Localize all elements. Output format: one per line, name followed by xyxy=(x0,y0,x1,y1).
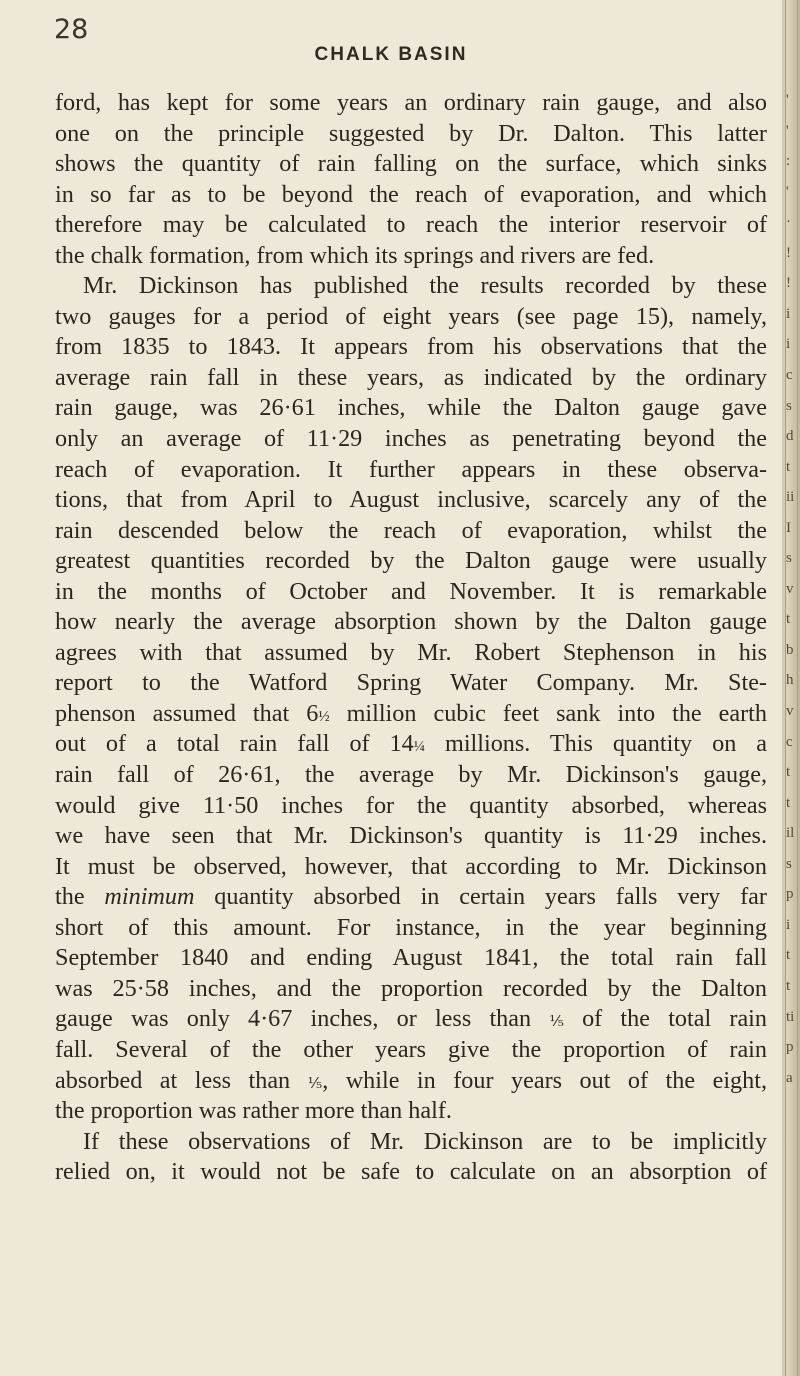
text-line: If these observations of Mr. Dickinson are to be implicitly xyxy=(83,1127,767,1155)
fraction: ¼ xyxy=(413,739,426,756)
facing-page-char: i xyxy=(786,336,791,353)
text-line: tions, that from April to August inclusive, scarcely any of the xyxy=(55,486,767,514)
text-line: Mr. Dickinson has published the results recorded by these xyxy=(83,272,767,300)
text-line: two gauges for a period of eight years (see page 15), namely, xyxy=(55,302,767,330)
facing-page-char: I xyxy=(786,519,791,536)
facing-page-char: t xyxy=(786,794,791,811)
facing-page-char: · xyxy=(786,214,791,231)
facing-page-char: ' xyxy=(786,183,789,200)
facing-page-char: v xyxy=(786,703,794,719)
text-line: September 1840 and ending August 1841, the total rain fall xyxy=(55,944,767,972)
facing-page-char: t xyxy=(786,611,791,628)
facing-page-char: ! xyxy=(786,244,791,261)
facing-page-char: b xyxy=(786,641,794,658)
facing-page-char: s xyxy=(786,855,792,872)
facing-page-char: s xyxy=(786,397,792,414)
facing-page-char: ! xyxy=(786,275,791,292)
facing-page-char: t xyxy=(786,977,791,994)
text-line: report to the Watford Spring Water Company. Mr. Ste- xyxy=(55,669,767,697)
text-line: relied on, it would not be safe to calculate on an absorption of xyxy=(55,1158,767,1186)
facing-page-edge xyxy=(782,0,800,1376)
page-number: 28 xyxy=(54,14,89,45)
text-line: fall. Several of the other years give the proportion of rain xyxy=(55,1035,767,1063)
facing-page-char: c xyxy=(786,366,793,383)
fraction: ⅕ xyxy=(549,1014,564,1031)
facing-page-char: h xyxy=(786,672,794,689)
text-line: was 25·58 inches, and the proportion recorded by the Dalton xyxy=(55,974,767,1002)
text-line: therefore may be calculated to reach the interior reservoir of xyxy=(55,211,767,239)
text-line: rain descended below the reach of evaporation, whilst the xyxy=(55,516,767,544)
facing-page-char: t xyxy=(786,947,791,964)
text-line: gauge was only 4·67 inches, or less than ⅕ of the total rain xyxy=(55,1005,767,1033)
facing-page-char: a xyxy=(786,1069,793,1086)
facing-page-char: ti xyxy=(786,1008,795,1025)
facing-page-char: v xyxy=(786,580,794,597)
facing-page-char: s xyxy=(786,550,792,567)
facing-page-char: t xyxy=(786,764,791,781)
text-line: out of a total rain fall of 14¼ millions. This quantity on a xyxy=(55,730,768,758)
text-line: absorbed at less than ⅕, while in four years out of the eight, xyxy=(55,1066,767,1094)
fraction: ½ xyxy=(318,708,330,725)
text-line: greatest quantities recorded by the Dalton gauge were usually xyxy=(55,547,767,575)
text-line: rain gauge, was 26·61 inches, while the Dalton gauge gave xyxy=(55,394,767,422)
text-line: the proportion was rather more than half. xyxy=(55,1097,452,1125)
italic-word: minimum xyxy=(104,883,195,911)
text-line: shows the quantity of rain falling on the surface, which sinks xyxy=(55,150,767,178)
facing-page-char: d xyxy=(786,428,794,445)
facing-page-char: i xyxy=(786,305,791,322)
text-line: ford, has kept for some years an ordinary rain gauge, and also xyxy=(55,89,767,116)
text-line: short of this amount. For instance, in the year beginning xyxy=(55,913,767,941)
facing-page-char: ii xyxy=(786,489,795,506)
facing-page-char: i xyxy=(786,916,791,933)
facing-page-char: c xyxy=(786,733,793,750)
text-line: one on the principle suggested by Dr. Dalton. This latter xyxy=(55,119,767,147)
text-line: phenson assumed that 6½ million cubic feet sank into the earth xyxy=(55,699,767,727)
text-line: rain fall of 26·61, the average by Mr. Dickinson's gauge, xyxy=(55,761,767,789)
facing-page-char: p xyxy=(786,1039,794,1056)
text-line: would give 11·50 inches for the quantity absorbed, whereas xyxy=(55,791,767,819)
text-line: agrees with that assumed by Mr. Robert Stephenson in his xyxy=(55,638,767,666)
facing-page-char: ' xyxy=(786,92,789,108)
text-line: only an average of 11·29 inches as penetrating beyond the xyxy=(55,425,767,453)
running-head: CHALK BASIN xyxy=(314,44,468,65)
facing-page-char: ' xyxy=(786,122,789,139)
text-line: in so far as to be beyond the reach of evaporation, and which xyxy=(55,180,767,208)
text-line: the chalk formation, from which its springs and rivers are fed. xyxy=(55,241,655,269)
text-line: the minimum quantity absorbed in certain years falls very far xyxy=(55,883,767,911)
facing-page-char: t xyxy=(786,458,791,475)
text-line: how nearly the average absorption shown by the Dalton gauge xyxy=(55,608,767,636)
text-line: reach of evaporation. It further appears in these observa- xyxy=(55,455,767,483)
facing-page-char: : xyxy=(786,153,791,170)
text-line: from 1835 to 1843. It appears from his observations that the xyxy=(55,333,767,361)
text-line: It must be observed, however, that according to Mr. Dickinson xyxy=(55,852,767,880)
text-line: in the months of October and November. It is remarkable xyxy=(55,577,767,605)
text-line: average rain fall in these years, as indicated by the ordinary xyxy=(55,363,767,391)
fraction: ⅕ xyxy=(307,1075,323,1092)
body-text xyxy=(55,88,767,1188)
facing-page-char: il xyxy=(786,825,795,842)
facing-page-char: p xyxy=(786,886,794,903)
text-line: we have seen that Mr. Dickinson's quantity is 11·29 inches. xyxy=(55,822,767,850)
